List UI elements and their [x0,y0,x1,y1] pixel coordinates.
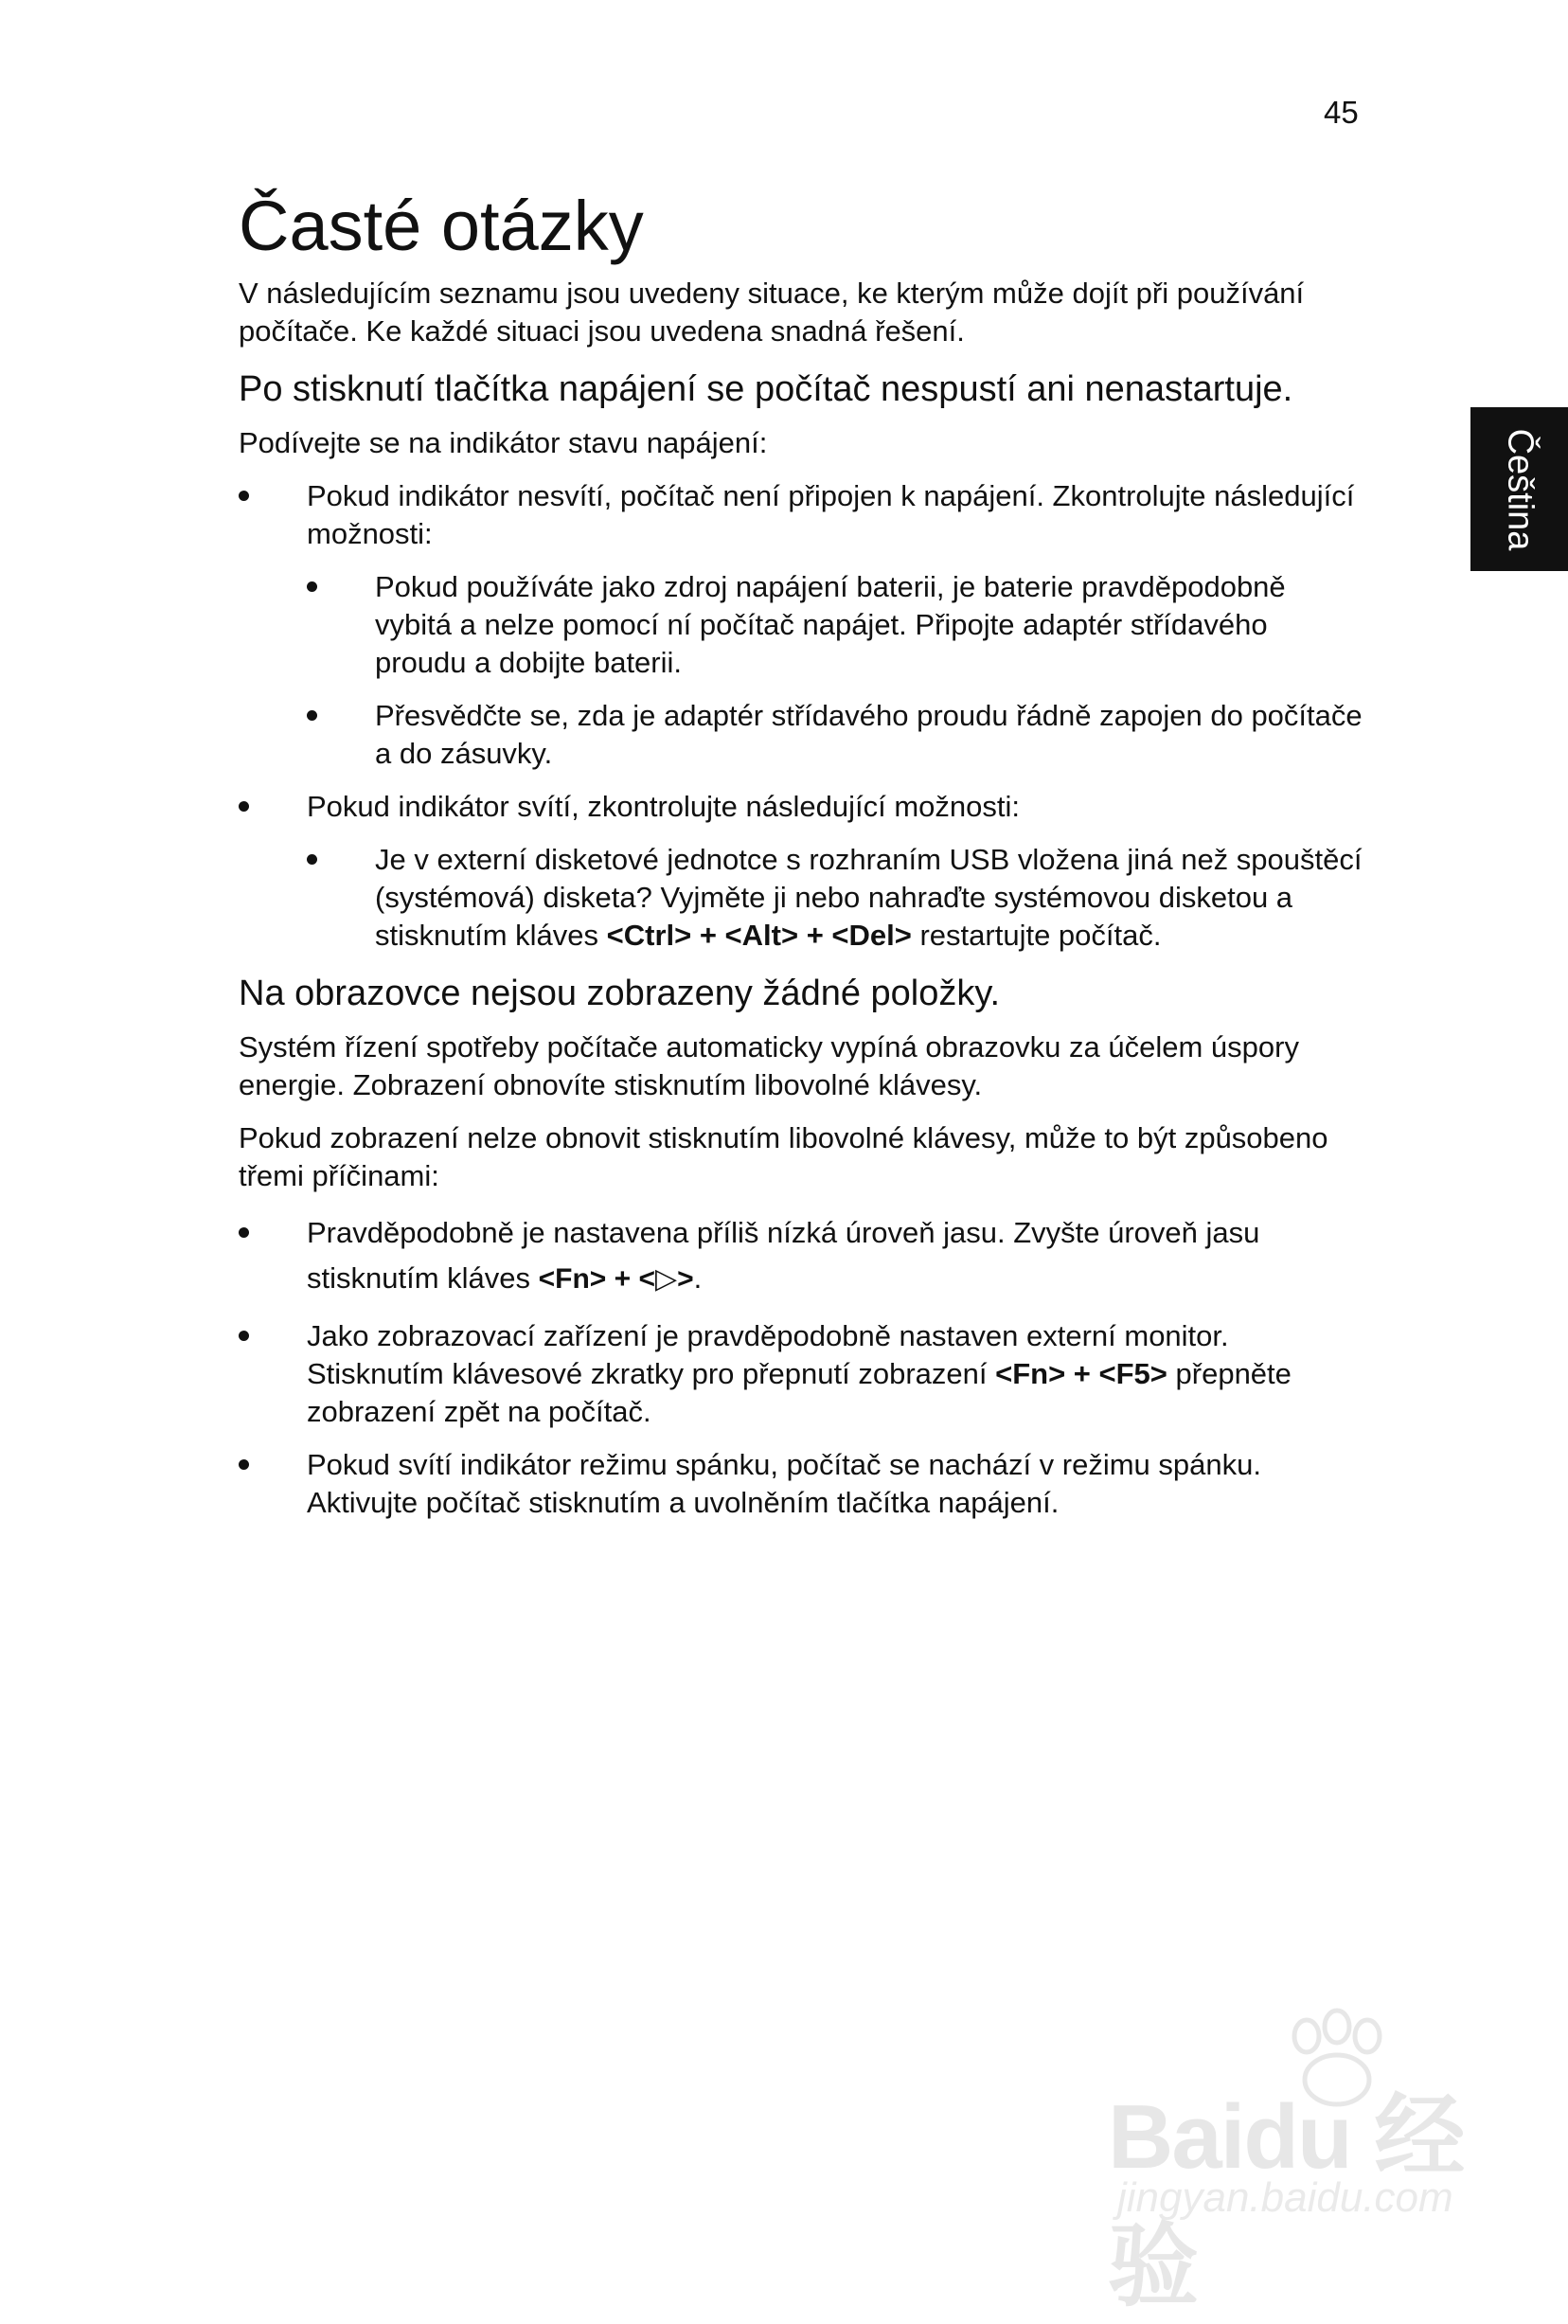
list-item-text: Přesvědčte se, zda je adaptér střídavého proudu řádně zapojen do počítače a do zásuvky. [375,699,1363,770]
section1-list [239,477,1365,955]
list-item-text: Je v externí disketové jednotce s rozhraním USB vložena jiná než spouštěcí (systémová) disketa? Vyjměte ji nebo nahraďte systémovou disketou a stisknutím kláves <Ctrl> + <Alt> + <Del> restartujte počítač. [375,843,1363,952]
baidu-watermark [1108,2008,1487,2317]
main-content [239,275,1365,1537]
list-item [307,697,1365,773]
language-tab-label: Čeština [1500,428,1540,550]
section2-paragraph-2: Pokud zobrazení nelze obnovit stisknutím libovolné klávesy, může to být způsobeno třemi příčinami: [239,1121,1328,1192]
bullet-icon [239,491,249,501]
sub-list [307,841,1365,955]
key-combo: <Fn> + <▷> [538,1263,694,1295]
bullet-icon [239,801,249,812]
bullet-icon [307,854,317,865]
list-item-text: Pokud používáte jako zdroj napájení baterii, je baterie pravděpodobně vybitá a nelze pomocí ní počítač napájet. Připojte adaptér střídavého proudu a dobijte baterii. [375,570,1286,679]
key-combo: <Ctrl> + <Alt> + <Del> [606,919,912,952]
list-item [307,568,1365,682]
list-item-text: Jako zobrazovací zařízení je pravděpodobně nastaven externí monitor. Stisknutím klávesové zkratky pro přepnutí zobrazení <Fn> + <F5> přepněte zobrazení zpět na počítač. [307,1319,1292,1428]
list-item-text: Pokud indikátor nesvítí, počítač není připojen k napájení. Zkontrolujte následující možnosti: [307,479,1355,550]
list-item [307,841,1365,955]
section2-list [239,1210,1365,1522]
list-item [239,788,1365,955]
bullet-icon [239,1459,249,1470]
bullet-icon [239,1227,249,1238]
list-item-text: Pokud svítí indikátor režimu spánku, počítač se nachází v režimu spánku. Aktivujte počítač stisknutím a uvolněním tlačítka napájení. [307,1448,1261,1519]
list-item [239,1317,1365,1431]
bullet-icon [307,710,317,721]
section1-lead: Podívejte se na indikátor stavu napájení: [239,426,768,459]
intro-paragraph: V následujícím seznamu jsou uvedeny situace, ke kterým může dojít při používání počítače. Ke každé situaci jsou uvedena snadná řešení. [239,277,1305,348]
section1-heading: Po stisknutí tlačítka napájení se počítač nespustí ani nenastartuje. [239,369,1293,409]
bullet-icon [239,1331,249,1341]
list-item-text: Pravděpodobně je nastavena příliš nízká úroveň jasu. Zvyšte úroveň jasu stisknutím kláves <Fn> + <▷>. [307,1216,1260,1295]
sub-list [307,568,1365,773]
page-number: 45 [1324,95,1359,130]
list-item [239,1210,1365,1302]
section2-heading: Na obrazovce nejsou zobrazeny žádné položky. [239,974,1001,1013]
list-item-text: Pokud indikátor svítí, zkontrolujte následující možnosti: [307,790,1020,823]
watermark-brand: Baidu 经验 [1108,2086,1464,2317]
watermark-url: jingyan.baidu.com [1117,2174,1453,2221]
page-title: Časté otázky [239,187,644,265]
bullet-icon [307,581,317,592]
list-item [239,1446,1365,1522]
key-combo: <Fn> + <F5> [995,1357,1167,1390]
language-tab [1470,407,1568,571]
section2-paragraph-1: Systém řízení spotřeby počítače automaticky vypíná obrazovku za účelem úspory energie. Zobrazení obnovíte stisknutím libovolné klávesy. [239,1030,1299,1101]
list-item [239,477,1365,773]
